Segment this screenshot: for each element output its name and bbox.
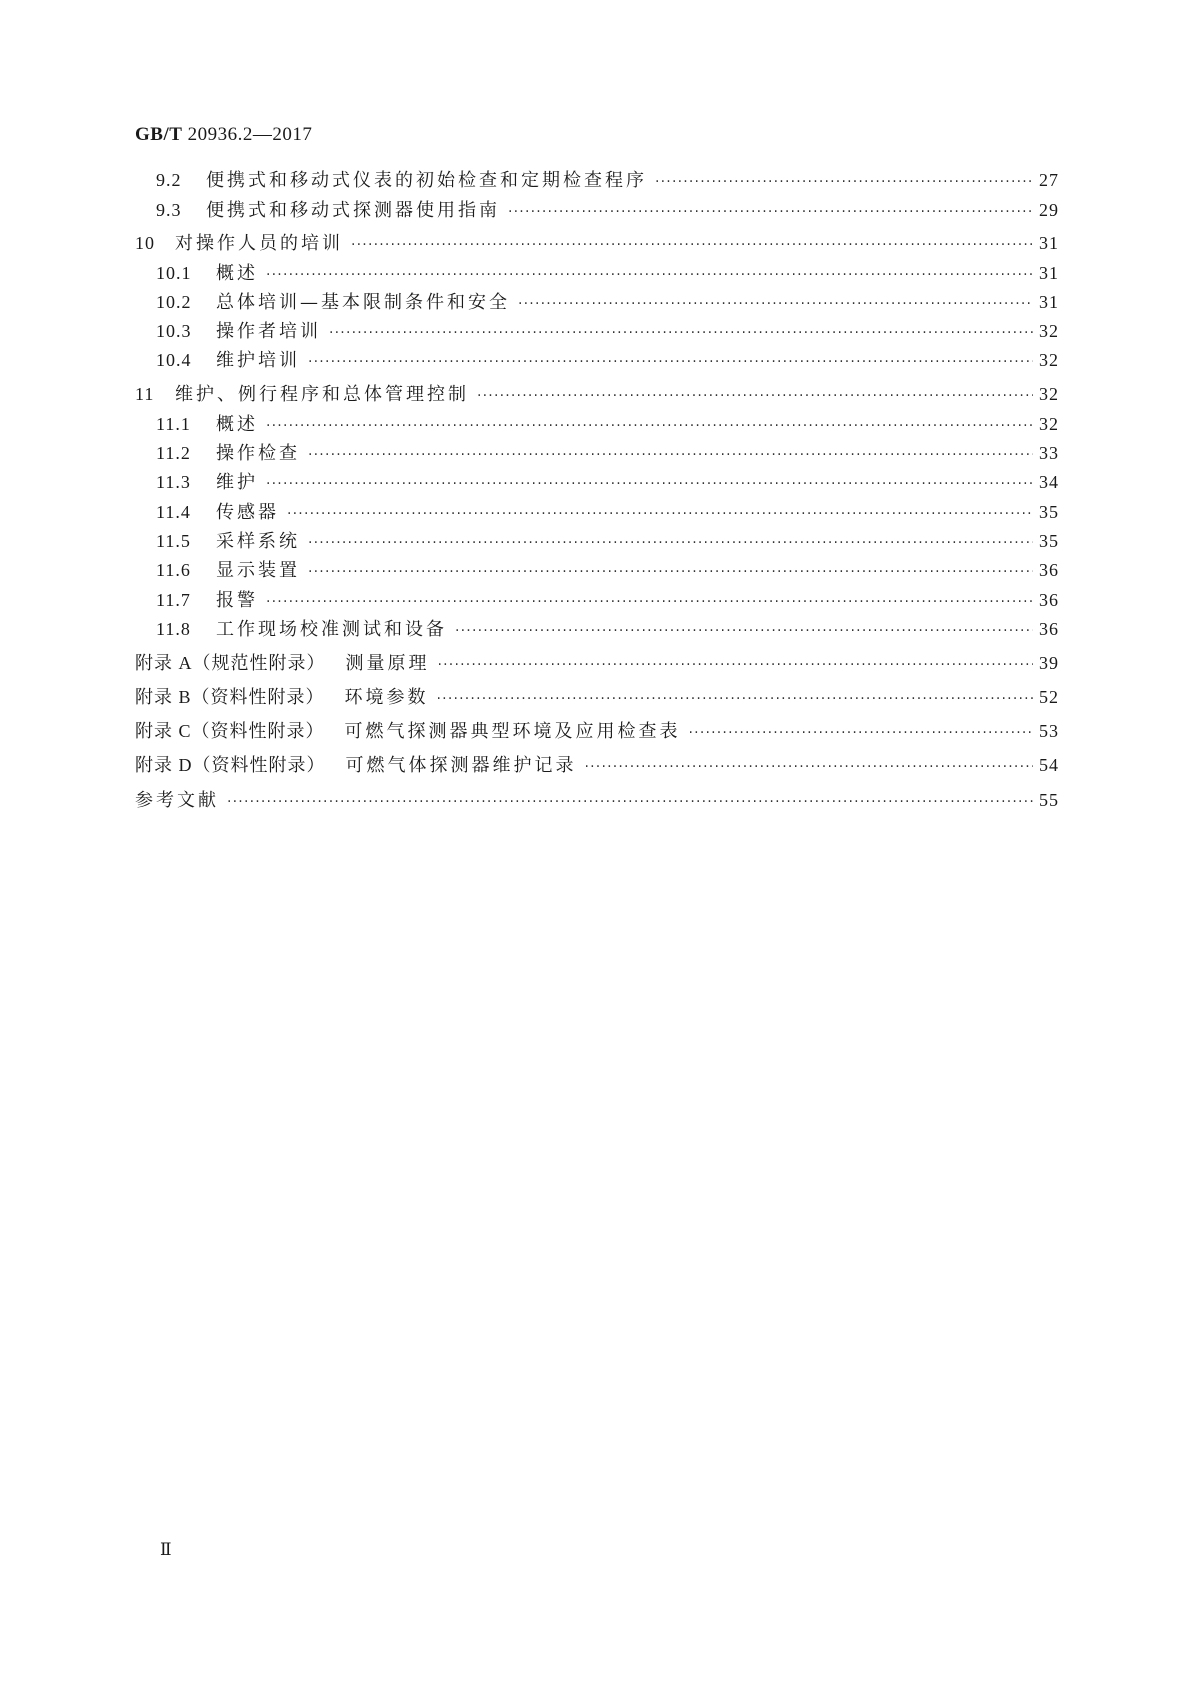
toc-number: 附录 B（资料性附录） [135, 687, 325, 707]
toc-title: 参考文献 [135, 790, 219, 811]
toc-title: 便携式和移动式仪表的初始检查和定期检查程序 [206, 170, 647, 191]
toc-entry-10[interactable] [135, 231, 1059, 257]
toc-page: 35 [1039, 531, 1059, 551]
toc-entry-9-3[interactable] [156, 198, 1059, 224]
dot-leader [655, 170, 1033, 194]
toc-number: 11.1 [156, 414, 191, 434]
toc-page: 31 [1039, 233, 1059, 253]
toc-title: 维护、例行程序和总体管理控制 [175, 384, 469, 405]
dot-leader [438, 653, 1034, 677]
toc-entry-9-2[interactable] [156, 168, 1059, 194]
toc-page: 55 [1039, 790, 1059, 810]
toc-title: 总体培训—基本限制条件和安全 [216, 292, 510, 313]
toc-entry-10-4[interactable] [156, 348, 1059, 374]
toc-number: 11.2 [156, 443, 191, 463]
document-header [135, 124, 312, 146]
toc-title: 维护培训 [216, 350, 300, 371]
toc-entry-11-4[interactable] [156, 500, 1059, 526]
toc-title: 采样系统 [216, 531, 300, 552]
toc-entry-10-1[interactable] [156, 261, 1059, 287]
toc-entry-10-2[interactable] [156, 290, 1059, 316]
toc-entry-10-3[interactable] [156, 319, 1059, 345]
toc-number: 10.1 [156, 263, 192, 283]
toc-number: 11.8 [156, 619, 191, 639]
toc-title: 概述 [216, 263, 258, 284]
toc-page: 31 [1039, 292, 1059, 312]
dot-leader [266, 472, 1033, 496]
toc-title: 工作现场校准测试和设备 [216, 619, 447, 640]
toc-page: 27 [1039, 170, 1059, 190]
toc-title: 操作检查 [216, 443, 300, 464]
toc-number: 10.2 [156, 292, 192, 312]
toc-number: 10.3 [156, 321, 192, 341]
toc-entry-appendix-d[interactable] [135, 753, 1059, 779]
dot-leader [351, 233, 1033, 257]
toc-page: 32 [1039, 384, 1059, 404]
toc-page: 32 [1039, 321, 1059, 341]
dot-leader [508, 200, 1033, 224]
dot-leader [227, 790, 1033, 814]
toc-entry-11[interactable] [135, 382, 1059, 408]
standard-code: GB/T [135, 124, 183, 145]
dot-leader [266, 263, 1033, 287]
toc-page: 36 [1039, 590, 1059, 610]
toc-page: 33 [1039, 443, 1059, 463]
dot-leader [266, 414, 1033, 438]
toc-page: 35 [1039, 502, 1059, 522]
toc-number: 11.5 [156, 531, 191, 551]
toc-entry-11-6[interactable] [156, 558, 1059, 584]
toc-title: 维护 [216, 472, 258, 493]
toc-entry-11-7[interactable] [156, 588, 1059, 614]
toc-entry-11-5[interactable] [156, 529, 1059, 555]
toc-title: 显示装置 [216, 560, 300, 581]
dot-leader [287, 502, 1033, 526]
toc-title: 便携式和移动式探测器使用指南 [206, 200, 500, 221]
toc-title: 传感器 [216, 502, 279, 523]
toc-entry-appendix-a[interactable] [135, 651, 1059, 677]
toc-title: 可燃气探测器典型环境及应用检查表 [344, 721, 681, 742]
dot-leader [585, 755, 1034, 779]
dot-leader [477, 384, 1033, 408]
toc-entry-11-2[interactable] [156, 441, 1059, 467]
toc-number: 附录 C（资料性附录） [135, 721, 325, 741]
toc-page: 39 [1039, 653, 1059, 673]
toc-title: 概述 [216, 414, 258, 435]
toc-page: 32 [1039, 350, 1059, 370]
dot-leader [518, 292, 1033, 316]
toc-number: 11.4 [156, 502, 191, 522]
toc-number: 9.2 [156, 170, 182, 190]
toc-page: 52 [1039, 687, 1059, 707]
toc-number: 10 [135, 233, 155, 253]
toc-number: 9.3 [156, 200, 182, 220]
dot-leader [308, 531, 1033, 555]
toc-number: 附录 A（规范性附录） [135, 653, 326, 673]
toc-page: 32 [1039, 414, 1059, 434]
toc-number: 附录 D（资料性附录） [135, 755, 326, 775]
toc-title: 对操作人员的培训 [175, 233, 343, 254]
toc-page: 34 [1039, 472, 1059, 492]
dot-leader [329, 321, 1033, 345]
toc-entry-11-8[interactable] [156, 617, 1059, 643]
toc-title: 操作者培训 [216, 321, 321, 342]
dot-leader [308, 443, 1033, 467]
dot-leader [689, 721, 1033, 745]
toc-title: 报警 [216, 590, 258, 611]
toc-page: 29 [1039, 200, 1059, 220]
toc-entry-11-1[interactable] [156, 412, 1059, 438]
toc-title: 可燃气体探测器维护记录 [345, 755, 577, 776]
dot-leader [308, 560, 1033, 584]
dot-leader [266, 590, 1033, 614]
dot-leader [308, 350, 1033, 374]
toc-entry-references[interactable] [135, 788, 1059, 814]
toc-page: 54 [1039, 755, 1059, 775]
toc-page: 36 [1039, 560, 1059, 580]
page-number: Ⅱ [160, 1540, 172, 1559]
toc-number: 11.3 [156, 472, 191, 492]
toc-number: 11.7 [156, 590, 191, 610]
toc-number: 11.6 [156, 560, 191, 580]
toc-entry-appendix-c[interactable] [135, 719, 1059, 745]
toc-entry-appendix-b[interactable] [135, 685, 1059, 711]
toc-title: 测量原理 [345, 653, 430, 674]
toc-page: 53 [1039, 721, 1059, 741]
toc-number: 10.4 [156, 350, 192, 370]
standard-number: 20936.2—2017 [187, 124, 313, 145]
toc-title: 环境参数 [344, 687, 429, 708]
toc-entry-11-3[interactable] [156, 470, 1059, 496]
dot-leader [455, 619, 1033, 643]
toc-number: 11 [135, 384, 155, 404]
dot-leader [437, 687, 1033, 711]
toc-page: 31 [1039, 263, 1059, 283]
toc-page: 36 [1039, 619, 1059, 639]
